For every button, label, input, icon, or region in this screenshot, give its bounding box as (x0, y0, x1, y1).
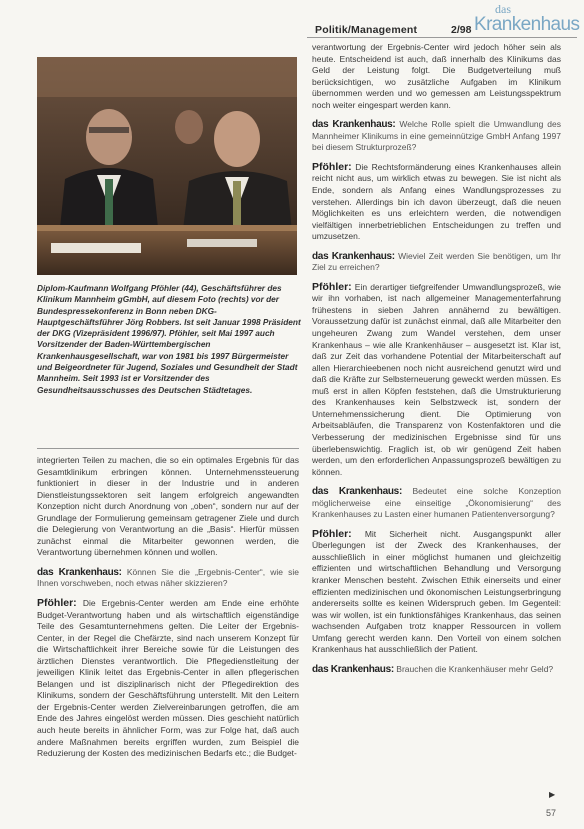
answer-text: Mit Sicherheit nicht. Ausgangspunkt aller Überlegungen ist der Zweck des Krankenhauses, der ausschließlich in einer möglichst humanen und gleichzeitig effizienten und wirtschaftlichen Behandlung und Versorgung kranker Menschen besteht. Zwischen Ethik einerseits und einer effizienten medizinischen und ökonomischen Leistungserbringung andererseits sollte es keinen Widerspruch geben. Im Gegenteil: was wir wollen, ist ein funktionsfähiges Krankenhaus, das seinen wachsenden Aufgaben trotz knapper Ressourcen in vollem Umfang gerecht werden kann. Den Vorteil von einem solchen Krankenhaus hat ausschließlich der Patient. (312, 528, 561, 655)
paragraph: integrierten Teilen zu machen, die so ein optimales Ergebnis für das Gesamtklinikum erbringen können. Unternehmenssteuerung funktioniert in dieser in der Industrie und in anderen Dienstleistungssektoren seit langem erfolgreich angewandten Konzeption nicht durch Anordnung von „oben“, sondern nur auf der Grundlage der Formulierung gemeinsam getragener Ziele und durch die Delegierung von Verantwortung an die „Basis“. Hierfür müssen zunächst einmal die Mitarbeiter gewonnen werden, die Verantwortung übernehmen können und wollen. (37, 455, 299, 558)
answer-text: Ein derartiger tiefgreifender Umwandlungsprozeß, wie wir ihn vorhaben, ist nach allgemeiner Managementerfahrung frühestens in sieben Jahren annähernd zu bewältigen. Voraussetzung dafür ist zunächst einmal, daß alle Mitarbeiter den ungeheuren Zwang zum Wandel verstehen, dem unser Krankenhaus – wie alle Krankenhäuser – ausgesetzt ist. Klar ist, daß zur Zeit das vorhandene Potential der Mitarbeiterschaft auf allen Hierarchieebenen noch nicht ausreichend genutzt wird und daß die Kräfte zur Selbsterneuerung geweckt werden müssen. Es muß erst in allen Köpfen feststehen, daß die Umstrukturierung des Krankenhauses kein Selbstzweck ist, sondern der Unternehmenssicherung dient. Die Optimierung von Arbeitsabläufen, die Transparenz von Kostenfaktoren und die Verbesserung der medizinischen Ergebnisse sind für uns überlebenswichtig. Fraglich ist, ob wir genügend Zeit haben werden, um den erforderlichen Anpassungsprozeß bewältigen zu können. (312, 281, 561, 477)
interviewer-label: das Krankenhaus: (312, 250, 395, 262)
photo-illustration (37, 57, 297, 275)
left-column (37, 455, 299, 768)
press-conference-photo (37, 57, 297, 275)
question-text: Wieviel Zeit werden Sie benötigen, um Ihr Ziel zu erreichen? (312, 250, 561, 273)
logo-das: das (495, 2, 511, 16)
logo-krankenhaus: Krankenhaus (474, 14, 580, 35)
answer (312, 162, 561, 243)
page-number: 57 (546, 808, 557, 818)
interviewer-label: das Krankenhaus: (312, 663, 394, 675)
issue-number: 2/98 (451, 24, 472, 36)
continue-arrow-icon: ▶ (549, 790, 556, 799)
paragraph: verantwortung der Ergebnis-Center wird jedoch höher sein als heute. Entscheidend ist auch, daß innerhalb des Klinikums das Geld der Leistung folgt. Die Budgetverteilung muß berücksichtigen, wo zusätzliche Aufgaben im Klinikum übernommen werden und wo gemessen am Leistungsspektrum noch weiter eingespart werden kann. (312, 42, 561, 110)
interviewer-label: das Krankenhaus: (312, 119, 396, 131)
question-text: Können Sie die „Ergebnis-Center“, wie sie Ihnen vorschweben, noch etwas näher skizzieren? (37, 566, 299, 589)
question (312, 664, 561, 676)
answer (312, 529, 561, 656)
speaker-label: Pföhler: (312, 160, 352, 173)
question-text: Welche Rolle spielt die Umwandlung des Mannheimer Klinikums in eine gemeinnützige GmbH Anfang 1997 bei diesem Strukturprozeß? (312, 119, 561, 153)
answer (312, 282, 561, 478)
answer-text: Die Rechtsformänderung eines Krankenhauses allein reicht nicht aus, um wirklich etwas zu bewegen. Sie ist nicht als Ende, sondern als Anfang eines Wandlungsprozesses zu verstehen. Allerdings bin ich davon überzeugt, daß die neuen Möglichkeiten es uns erleichtern werden, die notwendigen vielfältigen innerbetrieblichen Entscheidungen zu treffen und umzusetzen. (312, 161, 561, 242)
question-text: Brauchen die Krankenhäuser mehr Geld? (396, 663, 554, 674)
page-header (0, 0, 584, 40)
speaker-label: Pföhler: (312, 280, 352, 293)
question-text: Bedeutet eine solche Konzeption möglicherweise eine einseitige „Ökonomisierung“ des Krankenhauses zu Lasten einer humanen Patientenversorgung? (312, 486, 561, 520)
right-column (312, 42, 561, 683)
section-title: Politik/Management (315, 24, 418, 36)
question (312, 486, 561, 521)
speaker-label: Pföhler: (37, 597, 77, 610)
answer-text: Die Ergebnis-Center werden am Ende eine erhöhte Budget-Verantwortung haben und als wirtschaftlich eigenständige Teile des Gesamtunternehmens gelten. Die Leiter der Ergebnis-Center, in der Regel die Chefärzte, sind nach unserem Konzept für die Wirtschaftlichkeit ihrer Bereiche sowie für die Leistungen des ärztlichen Dienstes verantwortlich. Die Pflegedienstleitung der jeweiligen Klinik leitet das Ergebnis-Center in allen pflegerischen Belangen und ist disziplinarisch nicht der Pflegedirektion des Klinikums, sondern der Geschäftsführung unterstellt. Mit den Leitern der Ergebnis-Center werden Zielvereinbarungen getroffen, die am Ende des Jahres eingelöst werden müssen. Dies geschieht natürlich auch heute bereits in ähnlicher Form, was zur Folge hat, daß auch andere Maßnahmen bereits ergriffen wurden, zum Beispiel die Reduzierung der Kosten des medizinischen Bedarfs etc.; die Budget- (37, 598, 299, 759)
interviewer-label: das Krankenhaus: (37, 566, 122, 578)
photo-caption: Diplom-Kaufmann Wolfgang Pföhler (44), Geschäftsführer des Klinikum Mannheim gGmbH, auf diesem Foto (rechts) vor der Bundespressekonferenz in Bonn neben DKG-Hauptgeschäftsführer Jörg Robbers. Ist seit Januar 1998 Präsident der DKG (Vizepräsident 1996/97). Pföhler, seit Mai 1997 auch Vorsitzender der Baden-Württembergischen Krankenhausgesellschaft, war von 1981 bis 1997 Bürgermeister und Beigeordneter für Jugend, Soziales und Gesundheit der Stadt Mannheim. Seit 1993 ist er Vorsitzender des Gesundheitsausschusses des Deutschen Städtetages. (37, 283, 301, 395)
speaker-label: Pföhler: (312, 527, 352, 540)
answer (37, 598, 299, 760)
header-rule (307, 37, 577, 38)
question (37, 567, 299, 590)
caption-rule (37, 448, 299, 449)
interviewer-label: das Krankenhaus: (312, 486, 402, 498)
question (312, 119, 561, 154)
question (312, 251, 561, 274)
